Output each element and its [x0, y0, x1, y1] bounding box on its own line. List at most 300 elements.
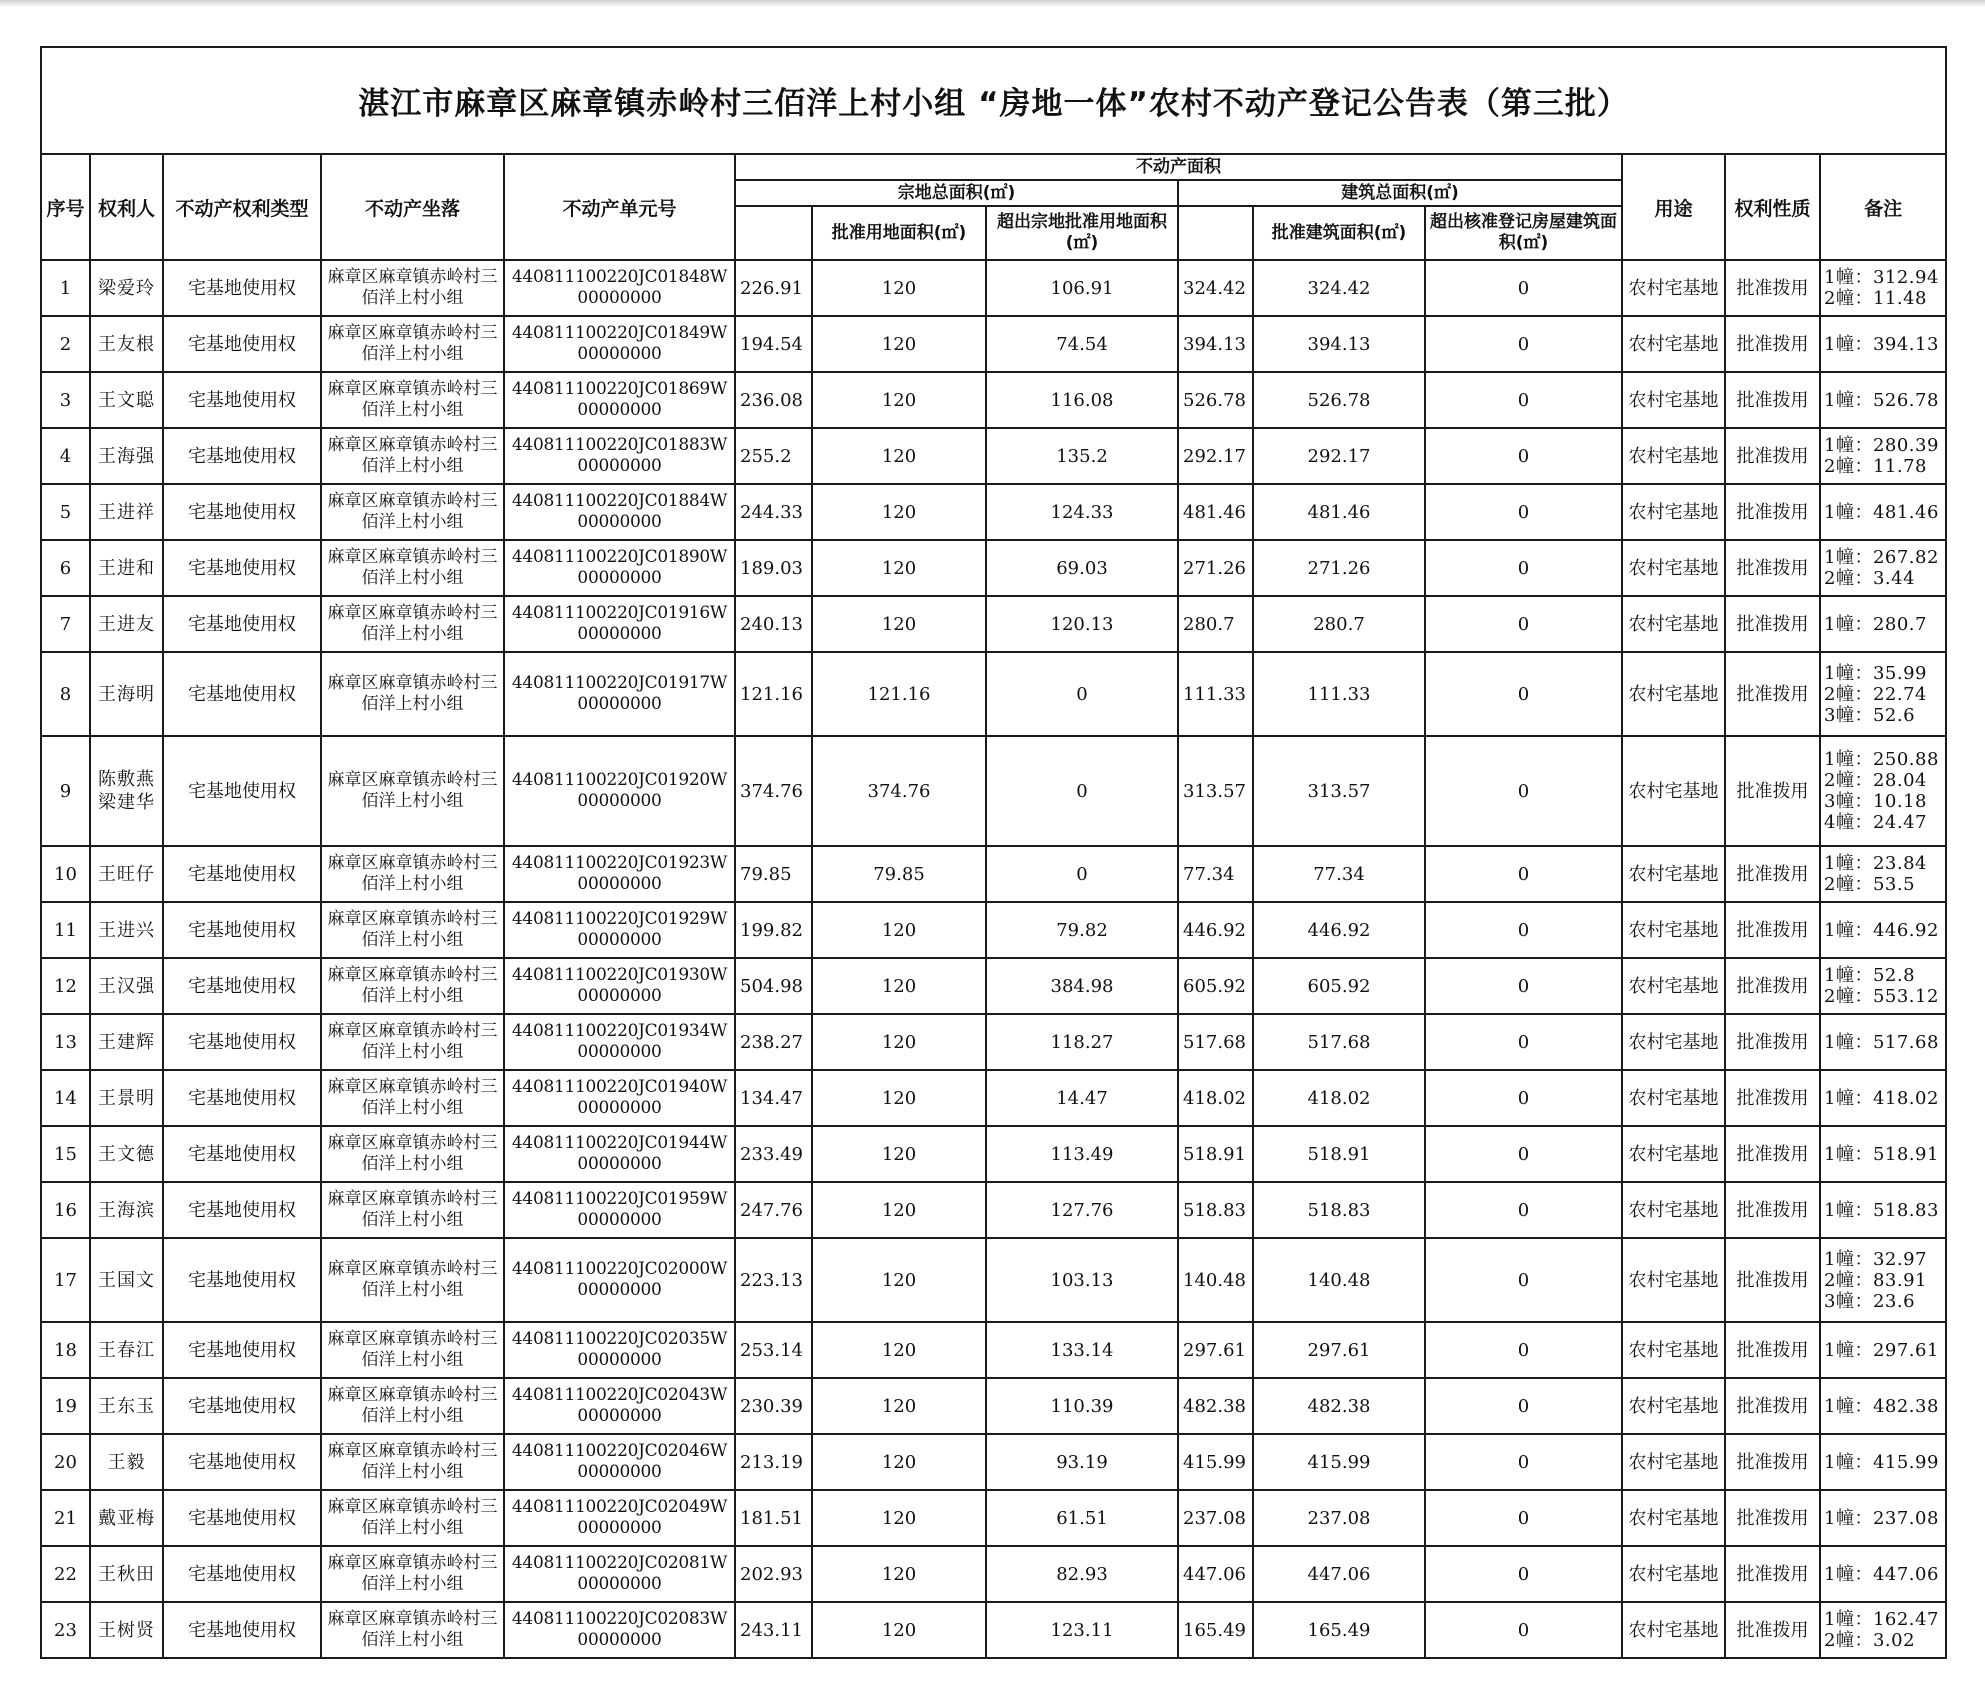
header-nature: 权利性质 — [1725, 154, 1820, 260]
row-nature: 批准拨用 — [1725, 1490, 1820, 1546]
top-shadow-bar — [0, 0, 1985, 6]
row-seq: 5 — [41, 484, 90, 540]
table-row — [41, 1182, 1946, 1238]
remark-line: 1幢：267.82 — [1824, 547, 1939, 568]
row-seq: 12 — [41, 958, 90, 1014]
row-build-total: 418.02 — [1178, 1070, 1253, 1126]
row-land-total: 374.76 — [735, 736, 812, 846]
row-build-total: 280.7 — [1178, 596, 1253, 652]
row-land-approved: 121.16 — [812, 652, 986, 736]
row-land-excess: 106.91 — [986, 260, 1178, 316]
row-remark — [1820, 958, 1946, 1014]
row-owner: 王海明 — [90, 652, 163, 736]
row-build-excess: 0 — [1425, 1378, 1622, 1434]
row-build-excess: 0 — [1425, 1126, 1622, 1182]
table-row — [41, 1014, 1946, 1070]
row-land-total: 134.47 — [735, 1070, 812, 1126]
row-build-excess: 0 — [1425, 372, 1622, 428]
row-unit-no: 440811100220JC01920W00000000 — [504, 736, 735, 846]
row-nature: 批准拨用 — [1725, 596, 1820, 652]
remark-line: 1幢：394.13 — [1824, 333, 1939, 355]
row-build-total: 605.92 — [1178, 958, 1253, 1014]
page-title: 湛江市麻章区麻章镇赤岭村三佰洋上村小组 “房地一体”农村不动产登记公告表（第三批） — [41, 47, 1946, 154]
remark-line: 2幢：553.12 — [1824, 986, 1939, 1007]
table-row — [41, 260, 1946, 316]
row-unit-no: 440811100220JC01848W00000000 — [504, 260, 735, 316]
remark-line: 3幢：10.18 — [1824, 791, 1927, 812]
remark-line: 1幢：32.97 — [1824, 1248, 1927, 1270]
row-build-excess: 0 — [1425, 1490, 1622, 1546]
remark-line: 1幢：297.61 — [1824, 1339, 1939, 1361]
row-remark — [1820, 1070, 1946, 1126]
remark-line: 1幢：250.88 — [1824, 749, 1939, 770]
row-owner: 王海强 — [90, 428, 163, 484]
table-row — [41, 372, 1946, 428]
row-build-approved: 271.26 — [1253, 540, 1425, 596]
row-land-total: 243.11 — [735, 1602, 812, 1658]
row-remark — [1820, 846, 1946, 902]
row-usage: 农村宅基地 — [1622, 1070, 1725, 1126]
remark-line: 2幢：3.02 — [1824, 1630, 1916, 1651]
row-right-type: 宅基地使用权 — [163, 736, 321, 846]
row-remark — [1820, 316, 1946, 372]
row-land-excess: 133.14 — [986, 1322, 1178, 1378]
row-land-total: 236.08 — [735, 372, 812, 428]
row-usage: 农村宅基地 — [1622, 958, 1725, 1014]
row-seq: 21 — [41, 1490, 90, 1546]
row-usage: 农村宅基地 — [1622, 1126, 1725, 1182]
row-land-excess: 93.19 — [986, 1434, 1178, 1490]
row-build-approved: 165.49 — [1253, 1602, 1425, 1658]
row-build-total: 394.13 — [1178, 316, 1253, 372]
row-seq: 19 — [41, 1378, 90, 1434]
header-build-approved: 批准建筑面积(㎡) — [1253, 206, 1425, 260]
row-location: 麻章区麻章镇赤岭村三佰洋上村小组 — [321, 846, 504, 902]
remark-line: 1幢：35.99 — [1824, 662, 1927, 684]
row-land-excess: 74.54 — [986, 316, 1178, 372]
row-owner: 王友根 — [90, 316, 163, 372]
row-build-excess: 0 — [1425, 1322, 1622, 1378]
row-owner: 戴亚梅 — [90, 1490, 163, 1546]
row-build-total: 518.83 — [1178, 1182, 1253, 1238]
row-land-excess: 14.47 — [986, 1070, 1178, 1126]
row-seq: 22 — [41, 1546, 90, 1602]
row-remark — [1820, 1238, 1946, 1322]
row-unit-no: 440811100220JC02049W00000000 — [504, 1490, 735, 1546]
row-land-approved: 120 — [812, 1602, 986, 1658]
row-location: 麻章区麻章镇赤岭村三佰洋上村小组 — [321, 1070, 504, 1126]
row-right-type: 宅基地使用权 — [163, 596, 321, 652]
row-remark — [1820, 260, 1946, 316]
row-build-total: 111.33 — [1178, 652, 1253, 736]
row-build-approved: 518.91 — [1253, 1126, 1425, 1182]
row-remark — [1820, 1322, 1946, 1378]
row-land-approved: 120 — [812, 902, 986, 958]
table-row — [41, 736, 1946, 846]
row-right-type: 宅基地使用权 — [163, 902, 321, 958]
table-row — [41, 1602, 1946, 1658]
row-land-approved: 120 — [812, 1378, 986, 1434]
remark-line: 1幢：23.84 — [1824, 853, 1927, 874]
row-remark — [1820, 652, 1946, 736]
row-unit-no: 440811100220JC01890W00000000 — [504, 540, 735, 596]
row-right-type: 宅基地使用权 — [163, 260, 321, 316]
row-land-total: 121.16 — [735, 652, 812, 736]
row-land-excess: 110.39 — [986, 1378, 1178, 1434]
row-unit-no: 440811100220JC01916W00000000 — [504, 596, 735, 652]
row-unit-no: 440811100220JC01929W00000000 — [504, 902, 735, 958]
row-unit-no: 440811100220JC01959W00000000 — [504, 1182, 735, 1238]
row-land-excess: 384.98 — [986, 958, 1178, 1014]
row-owner: 王进兴 — [90, 902, 163, 958]
remark-line: 2幢：22.74 — [1824, 683, 1927, 705]
row-owner: 王进祥 — [90, 484, 163, 540]
row-build-excess: 0 — [1425, 1602, 1622, 1658]
remark-line: 1幢：482.38 — [1824, 1395, 1939, 1417]
row-build-approved: 394.13 — [1253, 316, 1425, 372]
row-build-total: 526.78 — [1178, 372, 1253, 428]
remark-line: 1幢：446.92 — [1824, 919, 1939, 941]
row-land-total: 202.93 — [735, 1546, 812, 1602]
row-seq: 14 — [41, 1070, 90, 1126]
header-area-group: 不动产面积 — [735, 154, 1622, 180]
row-build-approved: 111.33 — [1253, 652, 1425, 736]
row-owner: 王文聪 — [90, 372, 163, 428]
table-row — [41, 1546, 1946, 1602]
row-land-approved: 120 — [812, 260, 986, 316]
row-location: 麻章区麻章镇赤岭村三佰洋上村小组 — [321, 316, 504, 372]
row-land-total: 255.2 — [735, 428, 812, 484]
row-build-approved: 447.06 — [1253, 1546, 1425, 1602]
row-right-type: 宅基地使用权 — [163, 372, 321, 428]
row-build-excess: 0 — [1425, 1014, 1622, 1070]
registration-table — [40, 46, 1947, 1659]
row-land-excess: 61.51 — [986, 1490, 1178, 1546]
row-build-total: 292.17 — [1178, 428, 1253, 484]
row-owner: 王建辉 — [90, 1014, 163, 1070]
row-nature: 批准拨用 — [1725, 652, 1820, 736]
row-owner: 王景明 — [90, 1070, 163, 1126]
row-land-approved: 120 — [812, 1490, 986, 1546]
row-build-excess: 0 — [1425, 260, 1622, 316]
row-right-type: 宅基地使用权 — [163, 428, 321, 484]
row-land-total: 181.51 — [735, 1490, 812, 1546]
row-land-excess: 135.2 — [986, 428, 1178, 484]
header-land-total: 宗地总面积(㎡) — [735, 180, 1178, 206]
row-nature: 批准拨用 — [1725, 736, 1820, 846]
row-land-approved: 374.76 — [812, 736, 986, 846]
row-build-excess: 0 — [1425, 428, 1622, 484]
row-location: 麻章区麻章镇赤岭村三佰洋上村小组 — [321, 1238, 504, 1322]
row-location: 麻章区麻章镇赤岭村三佰洋上村小组 — [321, 540, 504, 596]
header-land-approved: 批准用地面积(㎡) — [812, 206, 986, 260]
row-right-type: 宅基地使用权 — [163, 1378, 321, 1434]
row-location: 麻章区麻章镇赤岭村三佰洋上村小组 — [321, 260, 504, 316]
row-location: 麻章区麻章镇赤岭村三佰洋上村小组 — [321, 1434, 504, 1490]
row-right-type: 宅基地使用权 — [163, 1322, 321, 1378]
row-right-type: 宅基地使用权 — [163, 484, 321, 540]
row-land-excess: 120.13 — [986, 596, 1178, 652]
row-land-approved: 120 — [812, 316, 986, 372]
row-location: 麻章区麻章镇赤岭村三佰洋上村小组 — [321, 484, 504, 540]
row-land-excess: 79.82 — [986, 902, 1178, 958]
row-right-type: 宅基地使用权 — [163, 1182, 321, 1238]
table-row — [41, 596, 1946, 652]
row-nature: 批准拨用 — [1725, 958, 1820, 1014]
row-unit-no: 440811100220JC01883W00000000 — [504, 428, 735, 484]
row-unit-no: 440811100220JC02035W00000000 — [504, 1322, 735, 1378]
row-build-approved: 415.99 — [1253, 1434, 1425, 1490]
row-usage: 农村宅基地 — [1622, 736, 1725, 846]
row-build-approved: 481.46 — [1253, 484, 1425, 540]
row-unit-no: 440811100220JC01930W00000000 — [504, 958, 735, 1014]
table-row — [41, 846, 1946, 902]
row-remark — [1820, 1434, 1946, 1490]
row-land-approved: 120 — [812, 1238, 986, 1322]
row-build-excess: 0 — [1425, 540, 1622, 596]
table-row — [41, 1322, 1946, 1378]
row-usage: 农村宅基地 — [1622, 484, 1725, 540]
row-build-approved: 518.83 — [1253, 1182, 1425, 1238]
row-unit-no: 440811100220JC01944W00000000 — [504, 1126, 735, 1182]
row-seq: 2 — [41, 316, 90, 372]
row-unit-no: 440811100220JC02081W00000000 — [504, 1546, 735, 1602]
row-location: 麻章区麻章镇赤岭村三佰洋上村小组 — [321, 428, 504, 484]
remark-line: 1幢：280.7 — [1824, 613, 1927, 635]
row-build-excess: 0 — [1425, 484, 1622, 540]
row-nature: 批准拨用 — [1725, 1322, 1820, 1378]
row-remark — [1820, 484, 1946, 540]
row-unit-no: 440811100220JC02000W00000000 — [504, 1238, 735, 1322]
row-build-approved: 237.08 — [1253, 1490, 1425, 1546]
header-build-total-blank — [1178, 206, 1253, 260]
row-land-total: 223.13 — [735, 1238, 812, 1322]
row-land-excess: 82.93 — [986, 1546, 1178, 1602]
row-unit-no: 440811100220JC01934W00000000 — [504, 1014, 735, 1070]
remark-line: 2幢：53.5 — [1824, 874, 1916, 895]
remark-line: 4幢：24.47 — [1824, 812, 1927, 833]
row-land-excess: 127.76 — [986, 1182, 1178, 1238]
row-usage: 农村宅基地 — [1622, 1182, 1725, 1238]
row-build-total: 517.68 — [1178, 1014, 1253, 1070]
row-location: 麻章区麻章镇赤岭村三佰洋上村小组 — [321, 372, 504, 428]
row-land-excess: 69.03 — [986, 540, 1178, 596]
row-build-excess: 0 — [1425, 1546, 1622, 1602]
table-row — [41, 1238, 1946, 1322]
row-build-excess: 0 — [1425, 736, 1622, 846]
row-build-excess: 0 — [1425, 1434, 1622, 1490]
row-land-excess: 103.13 — [986, 1238, 1178, 1322]
remark-line: 1幢：52.8 — [1824, 965, 1916, 986]
row-build-approved: 482.38 — [1253, 1378, 1425, 1434]
row-build-total: 165.49 — [1178, 1602, 1253, 1658]
row-nature: 批准拨用 — [1725, 260, 1820, 316]
header-land-total-blank — [735, 206, 812, 260]
header-right-type: 不动产权利类型 — [163, 154, 321, 260]
row-seq: 16 — [41, 1182, 90, 1238]
remark-line: 3幢：23.6 — [1824, 1290, 1916, 1312]
row-usage: 农村宅基地 — [1622, 1322, 1725, 1378]
row-usage: 农村宅基地 — [1622, 596, 1725, 652]
header-build-excess: 超出核准登记房屋建筑面积(㎡) — [1425, 206, 1622, 260]
row-build-excess: 0 — [1425, 902, 1622, 958]
row-build-excess: 0 — [1425, 596, 1622, 652]
row-usage: 农村宅基地 — [1622, 540, 1725, 596]
remark-line: 1幢：518.91 — [1824, 1143, 1939, 1165]
row-usage: 农村宅基地 — [1622, 1238, 1725, 1322]
row-owner: 陈敷燕梁建华 — [90, 736, 163, 846]
row-build-total: 237.08 — [1178, 1490, 1253, 1546]
row-land-approved: 120 — [812, 1126, 986, 1182]
row-right-type: 宅基地使用权 — [163, 1546, 321, 1602]
table-row — [41, 1070, 1946, 1126]
row-build-excess: 0 — [1425, 846, 1622, 902]
header-usage: 用途 — [1622, 154, 1725, 260]
row-nature: 批准拨用 — [1725, 1238, 1820, 1322]
row-land-total: 226.91 — [735, 260, 812, 316]
row-land-excess: 118.27 — [986, 1014, 1178, 1070]
row-usage: 农村宅基地 — [1622, 260, 1725, 316]
row-build-approved: 313.57 — [1253, 736, 1425, 846]
row-land-total: 240.13 — [735, 596, 812, 652]
row-unit-no: 440811100220JC02046W00000000 — [504, 1434, 735, 1490]
row-nature: 批准拨用 — [1725, 316, 1820, 372]
row-unit-no: 440811100220JC02043W00000000 — [504, 1378, 735, 1434]
table-row — [41, 484, 1946, 540]
row-land-total: 213.19 — [735, 1434, 812, 1490]
row-location: 麻章区麻章镇赤岭村三佰洋上村小组 — [321, 736, 504, 846]
row-build-total: 324.42 — [1178, 260, 1253, 316]
row-right-type: 宅基地使用权 — [163, 540, 321, 596]
row-land-total: 79.85 — [735, 846, 812, 902]
row-nature: 批准拨用 — [1725, 372, 1820, 428]
remark-line: 2幢：11.78 — [1824, 456, 1927, 477]
row-remark — [1820, 1602, 1946, 1658]
row-build-total: 446.92 — [1178, 902, 1253, 958]
row-land-total: 238.27 — [735, 1014, 812, 1070]
row-usage: 农村宅基地 — [1622, 652, 1725, 736]
row-location: 麻章区麻章镇赤岭村三佰洋上村小组 — [321, 1322, 504, 1378]
row-land-approved: 79.85 — [812, 846, 986, 902]
row-land-approved: 120 — [812, 1546, 986, 1602]
row-unit-no: 440811100220JC01917W00000000 — [504, 652, 735, 736]
row-seq: 13 — [41, 1014, 90, 1070]
table-row — [41, 652, 1946, 736]
row-right-type: 宅基地使用权 — [163, 958, 321, 1014]
table-row — [41, 1378, 1946, 1434]
remark-line: 2幢：3.44 — [1824, 568, 1916, 589]
row-owner: 王旺仔 — [90, 846, 163, 902]
row-nature: 批准拨用 — [1725, 1378, 1820, 1434]
row-remark — [1820, 1490, 1946, 1546]
table-row — [41, 540, 1946, 596]
row-unit-no: 440811100220JC01849W00000000 — [504, 316, 735, 372]
row-seq: 15 — [41, 1126, 90, 1182]
row-owner: 王汉强 — [90, 958, 163, 1014]
row-seq: 3 — [41, 372, 90, 428]
row-seq: 8 — [41, 652, 90, 736]
row-owner: 王秋田 — [90, 1546, 163, 1602]
header-build-total: 建筑总面积(㎡) — [1178, 180, 1622, 206]
row-owner: 王海滨 — [90, 1182, 163, 1238]
row-build-total: 481.46 — [1178, 484, 1253, 540]
row-land-total: 247.76 — [735, 1182, 812, 1238]
row-land-approved: 120 — [812, 1182, 986, 1238]
row-remark — [1820, 1014, 1946, 1070]
row-unit-no: 440811100220JC01869W00000000 — [504, 372, 735, 428]
row-right-type: 宅基地使用权 — [163, 1126, 321, 1182]
row-location: 麻章区麻章镇赤岭村三佰洋上村小组 — [321, 1490, 504, 1546]
row-location: 麻章区麻章镇赤岭村三佰洋上村小组 — [321, 902, 504, 958]
row-location: 麻章区麻章镇赤岭村三佰洋上村小组 — [321, 1602, 504, 1658]
remark-line: 1幢：280.39 — [1824, 435, 1939, 456]
row-land-total: 244.33 — [735, 484, 812, 540]
row-build-excess: 0 — [1425, 652, 1622, 736]
row-land-excess: 124.33 — [986, 484, 1178, 540]
remark-line: 2幢：11.48 — [1824, 288, 1927, 309]
header-owner: 权利人 — [90, 154, 163, 260]
row-seq: 23 — [41, 1602, 90, 1658]
row-build-excess: 0 — [1425, 958, 1622, 1014]
row-nature: 批准拨用 — [1725, 484, 1820, 540]
row-build-approved: 517.68 — [1253, 1014, 1425, 1070]
row-location: 麻章区麻章镇赤岭村三佰洋上村小组 — [321, 1014, 504, 1070]
row-right-type: 宅基地使用权 — [163, 1602, 321, 1658]
row-nature: 批准拨用 — [1725, 1070, 1820, 1126]
row-build-total: 271.26 — [1178, 540, 1253, 596]
table-body — [41, 260, 1946, 1658]
row-nature: 批准拨用 — [1725, 846, 1820, 902]
remark-line: 1幢：526.78 — [1824, 389, 1939, 411]
row-owner: 王东玉 — [90, 1378, 163, 1434]
row-usage: 农村宅基地 — [1622, 1378, 1725, 1434]
row-remark — [1820, 1126, 1946, 1182]
remark-line: 1幢：418.02 — [1824, 1087, 1939, 1109]
row-location: 麻章区麻章镇赤岭村三佰洋上村小组 — [321, 1378, 504, 1434]
header-unit-no: 不动产单元号 — [504, 154, 735, 260]
row-nature: 批准拨用 — [1725, 1182, 1820, 1238]
row-usage: 农村宅基地 — [1622, 1546, 1725, 1602]
row-remark — [1820, 1378, 1946, 1434]
remark-line: 1幢：162.47 — [1824, 1609, 1939, 1630]
remark-line: 1幢：481.46 — [1824, 501, 1939, 523]
row-usage: 农村宅基地 — [1622, 1490, 1725, 1546]
row-seq: 9 — [41, 736, 90, 846]
row-seq: 6 — [41, 540, 90, 596]
row-remark — [1820, 902, 1946, 958]
row-usage: 农村宅基地 — [1622, 1014, 1725, 1070]
row-seq: 17 — [41, 1238, 90, 1322]
row-usage: 农村宅基地 — [1622, 428, 1725, 484]
row-build-approved: 526.78 — [1253, 372, 1425, 428]
row-build-excess: 0 — [1425, 1182, 1622, 1238]
row-land-total: 504.98 — [735, 958, 812, 1014]
row-build-excess: 0 — [1425, 1070, 1622, 1126]
row-build-excess: 0 — [1425, 316, 1622, 372]
row-land-excess: 113.49 — [986, 1126, 1178, 1182]
row-build-total: 518.91 — [1178, 1126, 1253, 1182]
row-build-total: 140.48 — [1178, 1238, 1253, 1322]
remark-line: 3幢：52.6 — [1824, 704, 1916, 726]
row-unit-no: 440811100220JC02083W00000000 — [504, 1602, 735, 1658]
row-location: 麻章区麻章镇赤岭村三佰洋上村小组 — [321, 1126, 504, 1182]
row-land-approved: 120 — [812, 372, 986, 428]
row-unit-no: 440811100220JC01923W00000000 — [504, 846, 735, 902]
remark-line: 1幢：415.99 — [1824, 1451, 1939, 1473]
row-nature: 批准拨用 — [1725, 902, 1820, 958]
row-owner: 王树贤 — [90, 1602, 163, 1658]
header-seq: 序号 — [41, 154, 90, 260]
